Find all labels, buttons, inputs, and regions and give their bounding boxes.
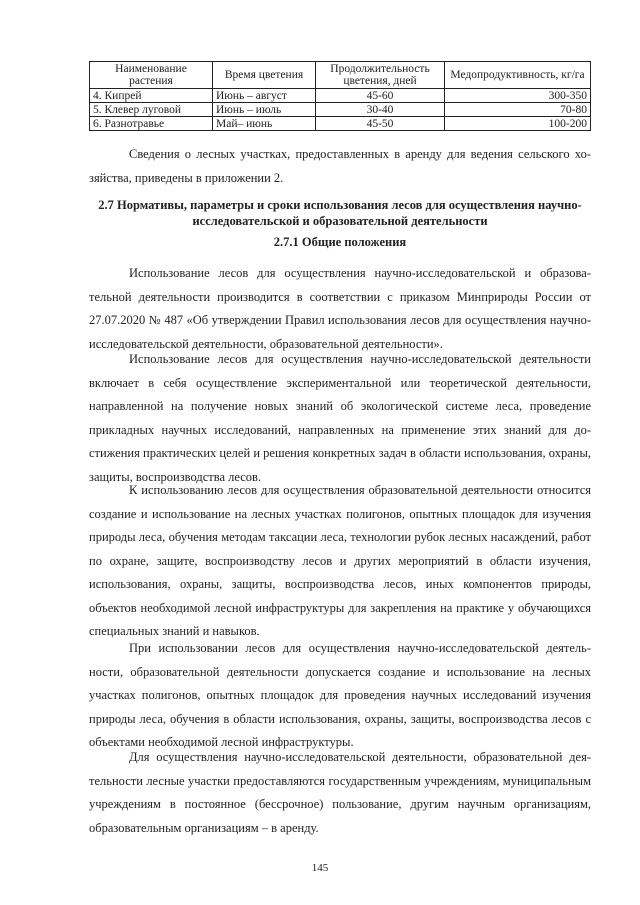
table-cell: 4. Кипрей	[90, 89, 213, 103]
table-cell: 300-350	[445, 89, 591, 103]
table-cell: 70-80	[445, 103, 591, 117]
column-header-bloom-time: Время цветения	[213, 62, 316, 89]
table-cell: Июнь – август	[213, 89, 316, 103]
column-header-honey-yield: Медопродуктивность, кг/га	[445, 62, 591, 89]
table-cell: 30-40	[316, 103, 445, 117]
paragraph-research-use-basis: Использование лесов для осуществления научно-исследовательской и образовательной деятельности производится в соответствии с приказом Минприроды России от 27.07.2020 № 487 «Об утверждении Правил использования лесов для осуществления научно-исследовательской деятельности, образовательной деятельности».	[89, 266, 591, 351]
paragraph-educational-activity: К использованию лесов для осуществления образовательной деятельности относится создание и использование на лесных участках полигонов, опытных площадок для изучения природы леса, обучения методам таксации леса, технологии рубок лесных насаждений, работ по охране, защите, воспроизводству лесов и других мероприятий в области изучения, использования, охраны, защиты, воспроизводства лесов, иных компонентов природы, объектов необходимой лесной инфраструктуры для закрепления на практике у обучающихся специальных знаний и навыков.	[89, 483, 591, 638]
section-title: 2.7 Нормативы, параметры и сроки использования лесов для осуществления научно-исследовательской и образовательной деятельности	[98, 198, 582, 228]
table-cell: 45-50	[316, 117, 445, 131]
table-cell: Май– июнь	[213, 117, 316, 131]
table-row	[90, 89, 591, 103]
table-cell: 100-200	[445, 117, 591, 131]
table-cell: 5. Клевер луговой	[90, 103, 213, 117]
table-row	[90, 103, 591, 117]
table-cell: Июнь – июль	[213, 103, 316, 117]
column-header-plant: Наименование растения	[90, 62, 213, 89]
paragraph-research-activity: Использование лесов для осуществления научно-исследовательской деятельности включает в себя осуществление экспериментальной или теоретической деятельности, направленной на получение новых знаний об экологической системе леса, проведение прикладных научных исследований, направленных на применение этих знаний для достижения практических целей и решения конкретных задач в области использования, охраны, защиты, воспроизводства лесов.	[89, 352, 591, 484]
paragraph-lease-info: Сведения о лесных участках, предоставленных в аренду для ведения сельского хозяйства, приведены в приложении 2.	[89, 147, 591, 185]
table-row	[90, 117, 591, 131]
table-cell: 6. Разнотравье	[90, 117, 213, 131]
paragraph-land-provision: Для осуществления научно-исследовательской деятельности, образовательной деятельности лесные участки предоставляются государственным учреждениям, муниципальным учреждениям в постоянное (бессрочное) пользование, другим научным организациям, образовательным организациям – в аренду.	[89, 750, 591, 835]
subsection-title: 2.7.1 Общие положения	[273, 235, 407, 249]
page-number: 145	[311, 862, 329, 874]
honey-plants-table	[89, 61, 591, 131]
paragraph-polygons: При использовании лесов для осуществления научно-исследовательской деятельности, образовательной деятельности допускается создание и использование на лесных участках полигонов, опытных площадок для проведения научных исследований изучения природы леса, обучения в области использования, охраны, защиты, воспроизводства лесов с объектами необходимой лесной инфраструктуры.	[89, 641, 591, 749]
table-header-row	[90, 62, 591, 89]
column-header-bloom-duration: Продолжительность цветения, дней	[316, 62, 445, 89]
table-cell: 45-60	[316, 89, 445, 103]
